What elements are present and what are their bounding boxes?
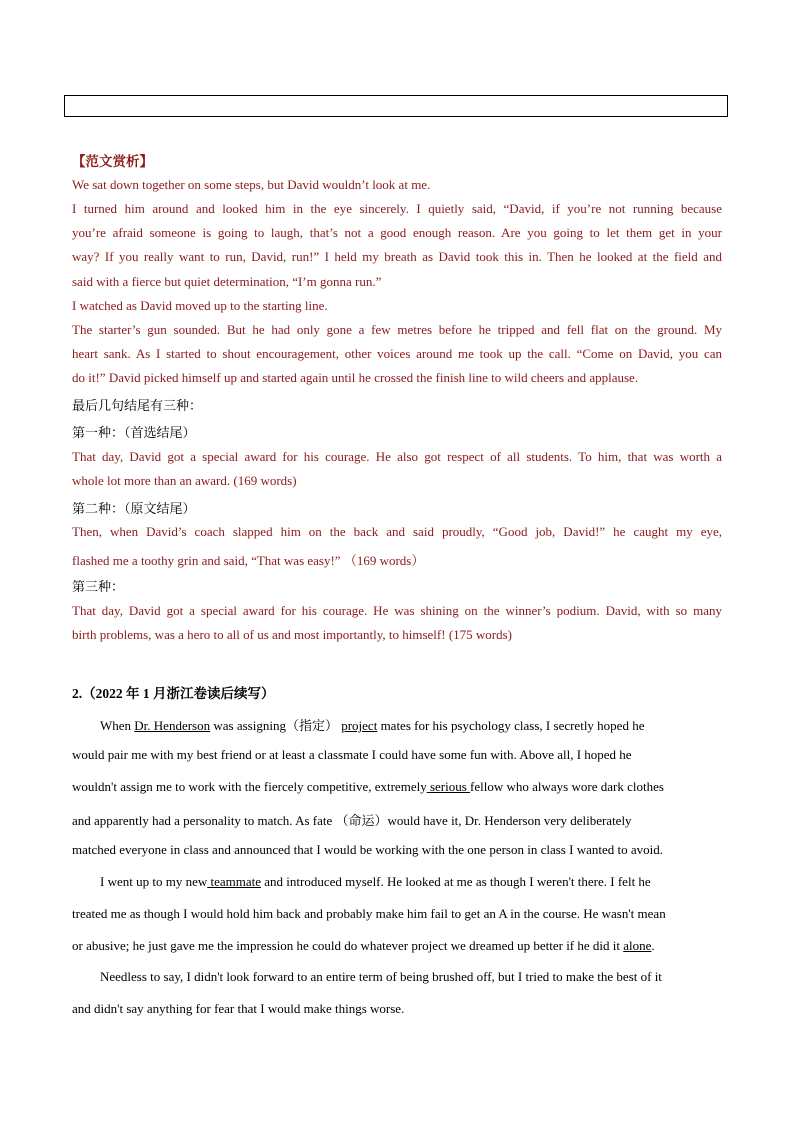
text-run: and introduced myself. He looked at me as though I weren't there. I felt he (261, 874, 651, 889)
text-run: When (100, 718, 135, 733)
underlined-word: alone (623, 938, 652, 953)
underlined-word: teammate (207, 874, 262, 889)
text-run: or abusive; he just gave me the impression he could do whatever project we dreamed up better if he did it (72, 938, 624, 953)
analysis-line: said with a fierce but quiet determination, “I’m gonna run.” (72, 274, 382, 289)
ending1-line: That day, David got a special award for his courage. He also got respect of all students. To him, that was worth a (72, 449, 722, 464)
passage-line: Needless to say, I didn't look forward to an entire term of being brushed off, but I tried to make the best of it (100, 969, 662, 984)
passage-line: and didn't say anything for fear that I would make things worse. (72, 1001, 405, 1016)
text-run: I went up to my new (100, 874, 208, 889)
analysis-line: you’re afraid someone is going to laugh, that’s not a good enough reason. Are you going to let them get in your (72, 225, 722, 240)
text-run: wouldn't assign me to work with the fiercely competitive, extremely (72, 779, 427, 794)
passage-line: treated me as though I would hold him back and probably make him fail to get an A in the course. He wasn't mean (72, 906, 666, 921)
analysis-line: I watched as David moved up to the starting line. (72, 298, 328, 313)
passage-line (72, 779, 722, 795)
analysis-line: We sat down together on some steps, but David wouldn’t look at me. (72, 177, 431, 192)
passage-line: and apparently had a personality to match. As fate （命运）would have it, Dr. Henderson very deliberately (72, 813, 632, 828)
underlined-word: serious (426, 779, 471, 794)
ending3-line: That day, David got a special award for his courage. He was shining on the winner’s podium. David, with so many (72, 603, 722, 618)
analysis-line: do it!” David picked himself up and started again until he crossed the finish line to wild cheers and applause. (72, 370, 639, 385)
ending1-line: whole lot more than an award. (169 words) (72, 473, 297, 488)
ending3-line: birth problems, was a hero to all of us and most importantly, to himself! (175 words) (72, 627, 513, 642)
text-run: fellow who always wore dark clothes (470, 779, 664, 794)
text-run: was assigning（指定） (210, 718, 342, 733)
ending2-label: 第二种：（原文结尾） (72, 501, 196, 516)
passage-line (100, 715, 750, 734)
passage-line: would pair me with my best friend or at least a classmate I could have some fun with. Above all, I hoped he (72, 747, 632, 762)
analysis-line: The starter’s gun sounded. But he had only gone a few metres before he tripped and fell flat on the ground. My (72, 322, 722, 337)
text-run: mates for his psychology class, I secretly hoped he (377, 718, 645, 733)
question-title: 2.（2022 年 1 月浙江卷读后续写） (72, 686, 275, 701)
endings-intro: 最后几句结尾有三种： (72, 398, 203, 413)
analysis-line: heart sank. As I started to shout encouragement, other voices around me took up the call. “Come on David, you can (72, 346, 722, 361)
analysis-line: I turned him around and looked him in the eye sincerely. I quietly said, “David, if you’re not running because (72, 201, 722, 216)
passage-line (100, 874, 750, 890)
passage-line: matched everyone in class and announced that I would be working with the one person in class I wanted to avoid. (72, 842, 663, 857)
ending2-line: flashed me a toothy grin and said, “That was easy!” （169 words） (72, 553, 425, 568)
underlined-word: project (341, 718, 378, 733)
analysis-heading: 【范文赏析】 (72, 154, 153, 169)
ending3-label: 第三种： (72, 579, 125, 594)
ending1-label: 第一种：（首选结尾） (72, 425, 196, 440)
text-run: . (651, 938, 655, 953)
underlined-word: Dr. Henderson (134, 718, 211, 733)
empty-answer-box (64, 95, 728, 117)
analysis-line: way? If you really want to run, David, run!” I held my breath as David took this in. Then he looked at the field and (72, 249, 722, 264)
ending2-line: Then, when David’s coach slapped him on the back and said proudly, “Good job, David!” he caught my eye, (72, 524, 722, 539)
passage-line (72, 938, 722, 954)
